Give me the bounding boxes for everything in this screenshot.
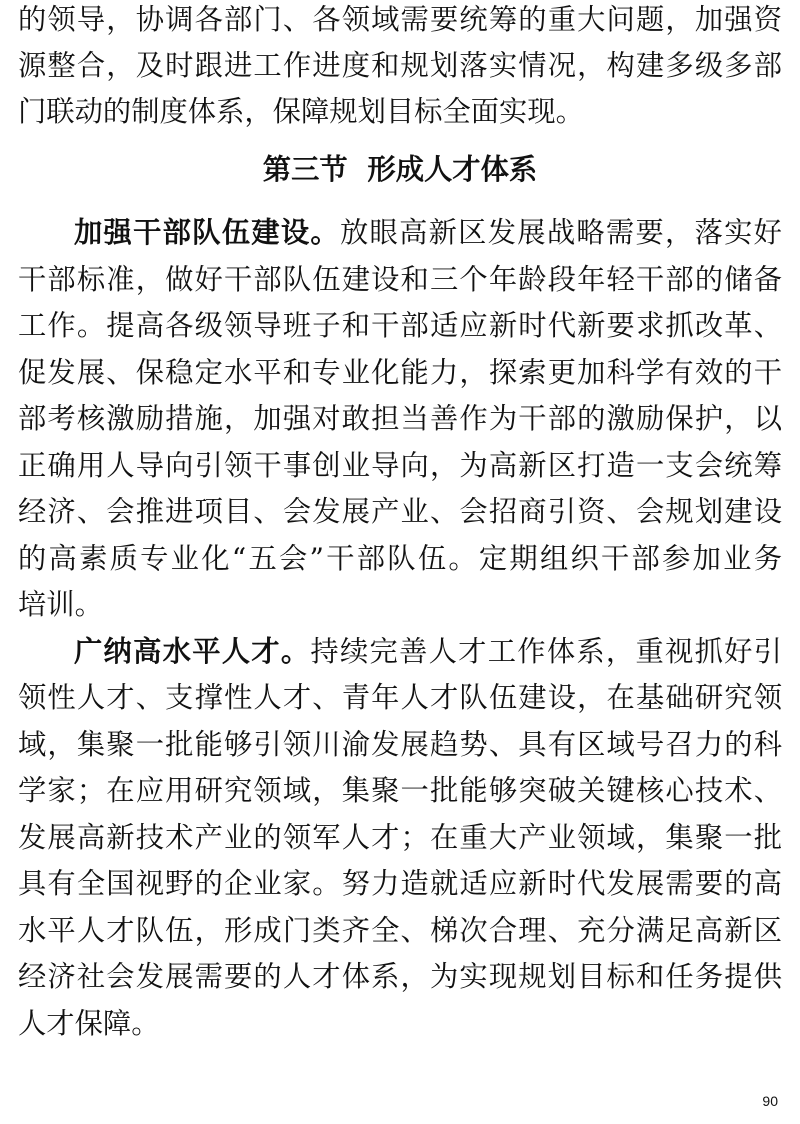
paragraph-1-line: 的高素质专业化“五会”干部队伍。定期组织干部参加业务 <box>18 542 782 575</box>
paragraph-2-line: 经济社会发展需要的人才体系，为实现规划目标和任务提供 <box>18 960 782 993</box>
paragraph-1-line: 干部标准，做好干部队伍建设和三个年龄段年轻干部的储备 <box>18 263 782 296</box>
paragraph-2-first-line-text: 持续完善人才工作体系，重视抓好引 <box>310 635 782 668</box>
paragraph-1-first-line <box>74 213 782 253</box>
paragraph-1-line: 工作。提高各级领导班子和干部适应新时代新要求抓改革、 <box>18 309 782 342</box>
page-number: 90 <box>762 1093 778 1109</box>
paragraph-2-line: 发展高新技术产业的领军人才；在重大产业领域，集聚一批 <box>18 821 782 854</box>
intro-line: 源整合，及时跟进工作进度和规划落实情况，构建多级多部 <box>18 49 782 82</box>
paragraph-1-line: 部考核激励措施，加强对敢担当善作为干部的激励保护，以 <box>18 402 782 435</box>
paragraph-1-line: 培训。 <box>18 588 103 621</box>
paragraph-2-line: 领性人才、支撑性人才、青年人才队伍建设，在基础研究领 <box>18 681 782 714</box>
section-heading: 第三节 形成人才体系 <box>262 153 538 186</box>
paragraph-1-line: 促发展、保稳定水平和专业化能力，探索更加科学有效的干 <box>18 356 782 389</box>
paragraph-2-line: 具有全国视野的企业家。努力造就适应新时代发展需要的高 <box>18 867 782 900</box>
paragraph-2-line: 水平人才队伍，形成门类齐全、梯次合理、充分满足高新区 <box>18 914 782 947</box>
paragraph-2-first-line <box>74 632 782 672</box>
paragraph-1-line: 正确用人导向引领干事创业导向，为高新区打造一支会统筹 <box>18 449 782 482</box>
paragraph-2-line: 学家；在应用研究领域，集聚一批能够突破关键核心技术、 <box>18 774 782 807</box>
paragraph-2-line: 人才保障。 <box>18 1007 160 1040</box>
paragraph-2-line: 域，集聚一批能够引领川渝发展趋势、具有区域号召力的科 <box>18 728 782 761</box>
paragraph-2-lead: 广纳高水平人才。 <box>74 635 311 668</box>
intro-line: 门联动的制度体系，保障规划目标全面实现。 <box>18 95 584 128</box>
paragraph-1-line: 经济、会推进项目、会发展产业、会招商引资、会规划建设 <box>18 495 782 528</box>
paragraph-1-first-line-text: 放眼高新区发展战略需要，落实好 <box>339 216 782 249</box>
paragraph-1-lead: 加强干部队伍建设。 <box>74 216 340 249</box>
intro-line: 的领导，协调各部门、各领域需要统筹的重大问题，加强资 <box>18 3 782 36</box>
